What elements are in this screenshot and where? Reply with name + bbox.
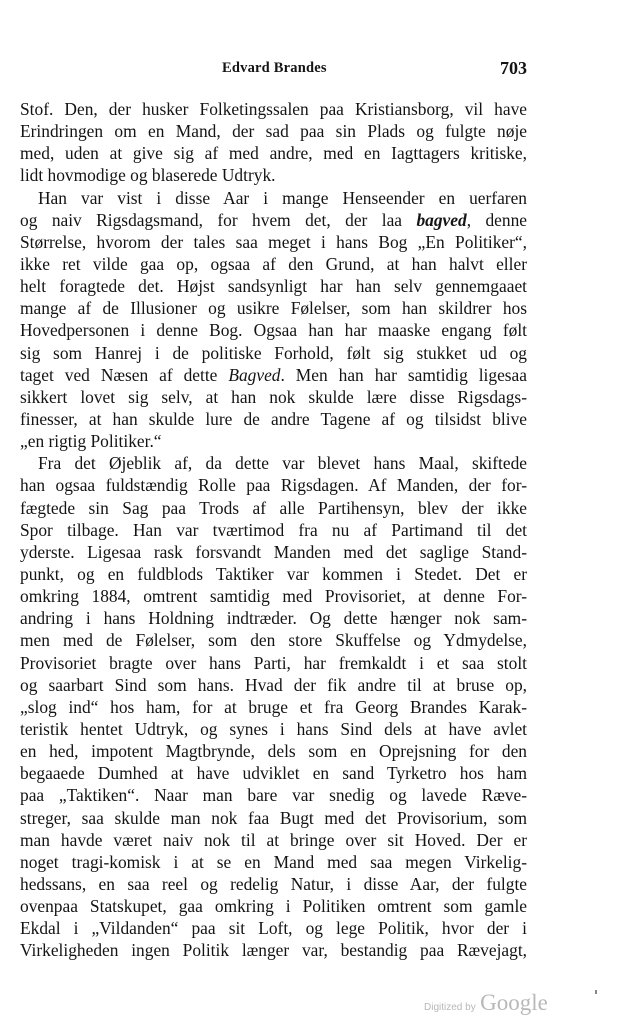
google-logo: Google (480, 990, 548, 1015)
text-line (20, 452, 527, 474)
text-line (20, 297, 527, 319)
text-segment: men med de Følelser, som den store Skuffelse og Ydmydelse, (20, 630, 527, 651)
text-line (20, 939, 527, 961)
text-line (20, 342, 527, 364)
text-segment: Størrelse, hvorom der tales saa meget i hans Bog „En Politiker“, (20, 231, 527, 252)
text-segment: mange af de Illusioner og usikre Følelser, som han skildrer hos (20, 298, 527, 319)
text-segment: med, uden at give sig af med andre, med en Iagttagers kritiske, (20, 143, 527, 164)
text-segment: en hed, impotent Magtbrynde, dels som en Oprejsning for den (20, 741, 527, 762)
text-line (20, 784, 527, 806)
text-segment: taget ved Næsen af dette (20, 364, 229, 385)
text-segment: omkring 1884, omtrent samtidig med Provisoriet, at denne For- (20, 586, 527, 607)
scan-edge-mark (595, 990, 597, 994)
text-segment: ovenpaa Statskupet, gaa omkring i Politiken omtrent som gamle (20, 896, 527, 917)
text-line (20, 386, 527, 408)
text-line (20, 474, 527, 496)
text-segment: man havde været naiv nok til at bringe over sit Hoved. Der er (20, 829, 527, 850)
text-line (20, 98, 527, 120)
text-line (20, 209, 527, 231)
text-segment: streger, saa skulde man nok faa Bugt med det Provisorium, som (20, 807, 527, 828)
emphasized-text: Bagved (228, 364, 281, 385)
digitized-by-google-watermark (424, 990, 548, 1016)
text-segment: sikkert lovet sig selv, at han nok skulde lære disse Rigsdags- (20, 386, 527, 407)
text-segment: hedssans, en saa reel og redelig Natur, i disse Aar, der fulgte (20, 873, 527, 894)
text-line (20, 740, 527, 762)
text-segment: Fra det Øjeblik af, da dette var blevet hans Maal, skiftede (38, 453, 527, 474)
text-segment: Virkeligheden ingen Politik længer var, bestandig paa Rævejagt, (20, 940, 527, 961)
text-line (20, 187, 527, 209)
text-line (20, 718, 527, 740)
text-segment: paa „Taktiken“. Naar man bare var snedig og lavede Ræve- (20, 785, 527, 806)
text-segment: fægtede sin Sag paa Trods af alle Partihensyn, blev der ikke (20, 497, 527, 518)
text-segment: og saarbart Sind som hans. Hvad der fik andre til at bruse op, (20, 674, 527, 695)
text-segment: Spor tilbage. Han var tværtimod fra nu af Partimand til det (20, 519, 527, 540)
text-line (20, 652, 527, 674)
text-segment: finesser, at han skulde lure de andre Tagene af og tilsidst blive (20, 408, 527, 429)
text-segment: Hovedpersonen i denne Bog. Ogsaa han har maaske engang følt (20, 320, 527, 341)
text-line (20, 519, 527, 541)
text-line (20, 120, 527, 142)
emphasized-text: bagved (416, 209, 467, 230)
text-line (20, 541, 527, 563)
text-line (20, 253, 527, 275)
text-segment: „slog ind“ hos ham, for at bruge et fra Georg Brandes Karak- (20, 696, 527, 717)
text-segment: yderste. Ligesaa rask forsvandt Manden med det saglige Stand- (20, 541, 527, 562)
text-line (20, 762, 527, 784)
text-line (20, 674, 527, 696)
text-line (20, 829, 527, 851)
text-segment: han ogsaa fuldstændig Rolle paa Rigsdagen. Af Manden, der for- (20, 475, 527, 496)
text-line (20, 430, 527, 452)
text-line (20, 917, 527, 939)
text-segment: Provisoriet bragte over hans Parti, har fremkaldt i et saa stolt (20, 652, 527, 673)
text-segment: punkt, og en fuldblods Taktiker var kommen i Stedet. Det er (20, 563, 527, 584)
text-segment: Ekdal i „Vildanden“ paa sit Loft, og lege Politik, hvor der i (20, 918, 527, 939)
text-line (20, 231, 527, 253)
text-segment: Han var vist i disse Aar i mange Henseender en uerfaren (38, 187, 527, 208)
text-segment: noget tragi-komisk i at se en Mand med saa megen Virkelig- (20, 851, 527, 872)
text-segment: helt foragtede det. Højst sandsynligt har han selv gennemgaaet (20, 276, 527, 297)
text-line (20, 607, 527, 629)
page-header (20, 58, 527, 84)
body-text (20, 98, 527, 961)
text-segment: ikke ret vilde gaa op, ogsaa af den Grund, at han halvt eller (20, 253, 527, 274)
text-line (20, 585, 527, 607)
text-segment: lidt hovmodige og blaserede Udtryk. (20, 165, 276, 186)
text-line (20, 319, 527, 341)
text-segment: Erindringen om en Mand, der sad paa sin Plads og fulgte nøje (20, 121, 527, 142)
text-line (20, 629, 527, 651)
text-segment: . Men han har samtidig ligesaa (280, 364, 527, 385)
text-line (20, 807, 527, 829)
text-line (20, 142, 527, 164)
text-segment: andring i hans Holdning indtræder. Og dette hænger nok sam- (20, 608, 527, 629)
text-segment: „en rigtig Politiker.“ (20, 431, 162, 452)
text-line (20, 364, 527, 386)
text-segment: , denne (466, 209, 527, 230)
text-segment: og naiv Rigsdagsmand, for hvem det, der laa (20, 209, 417, 230)
running-head: Edvard Brandes (222, 60, 327, 76)
text-segment: begaaede Dumhed at have udviklet en sand Tyrketro hos ham (20, 763, 527, 784)
text-line (20, 895, 527, 917)
text-segment: sig som Hanrej i de politiske Forhold, følt sig stukket ud og (20, 342, 527, 363)
page-number: 703 (500, 58, 527, 78)
text-line (20, 696, 527, 718)
text-line (20, 873, 527, 895)
text-segment: Stof. Den, der husker Folketingssalen paa Kristiansborg, vil have (20, 99, 527, 119)
text-segment: teristik hentet Udtryk, og synes i hans Sind dels at have avlet (20, 718, 527, 739)
text-line (20, 275, 527, 297)
text-line (20, 164, 527, 186)
text-line (20, 563, 527, 585)
watermark-small-text: Digitized by (424, 1002, 476, 1013)
text-line (20, 497, 527, 519)
text-line (20, 408, 527, 430)
text-line (20, 851, 527, 873)
